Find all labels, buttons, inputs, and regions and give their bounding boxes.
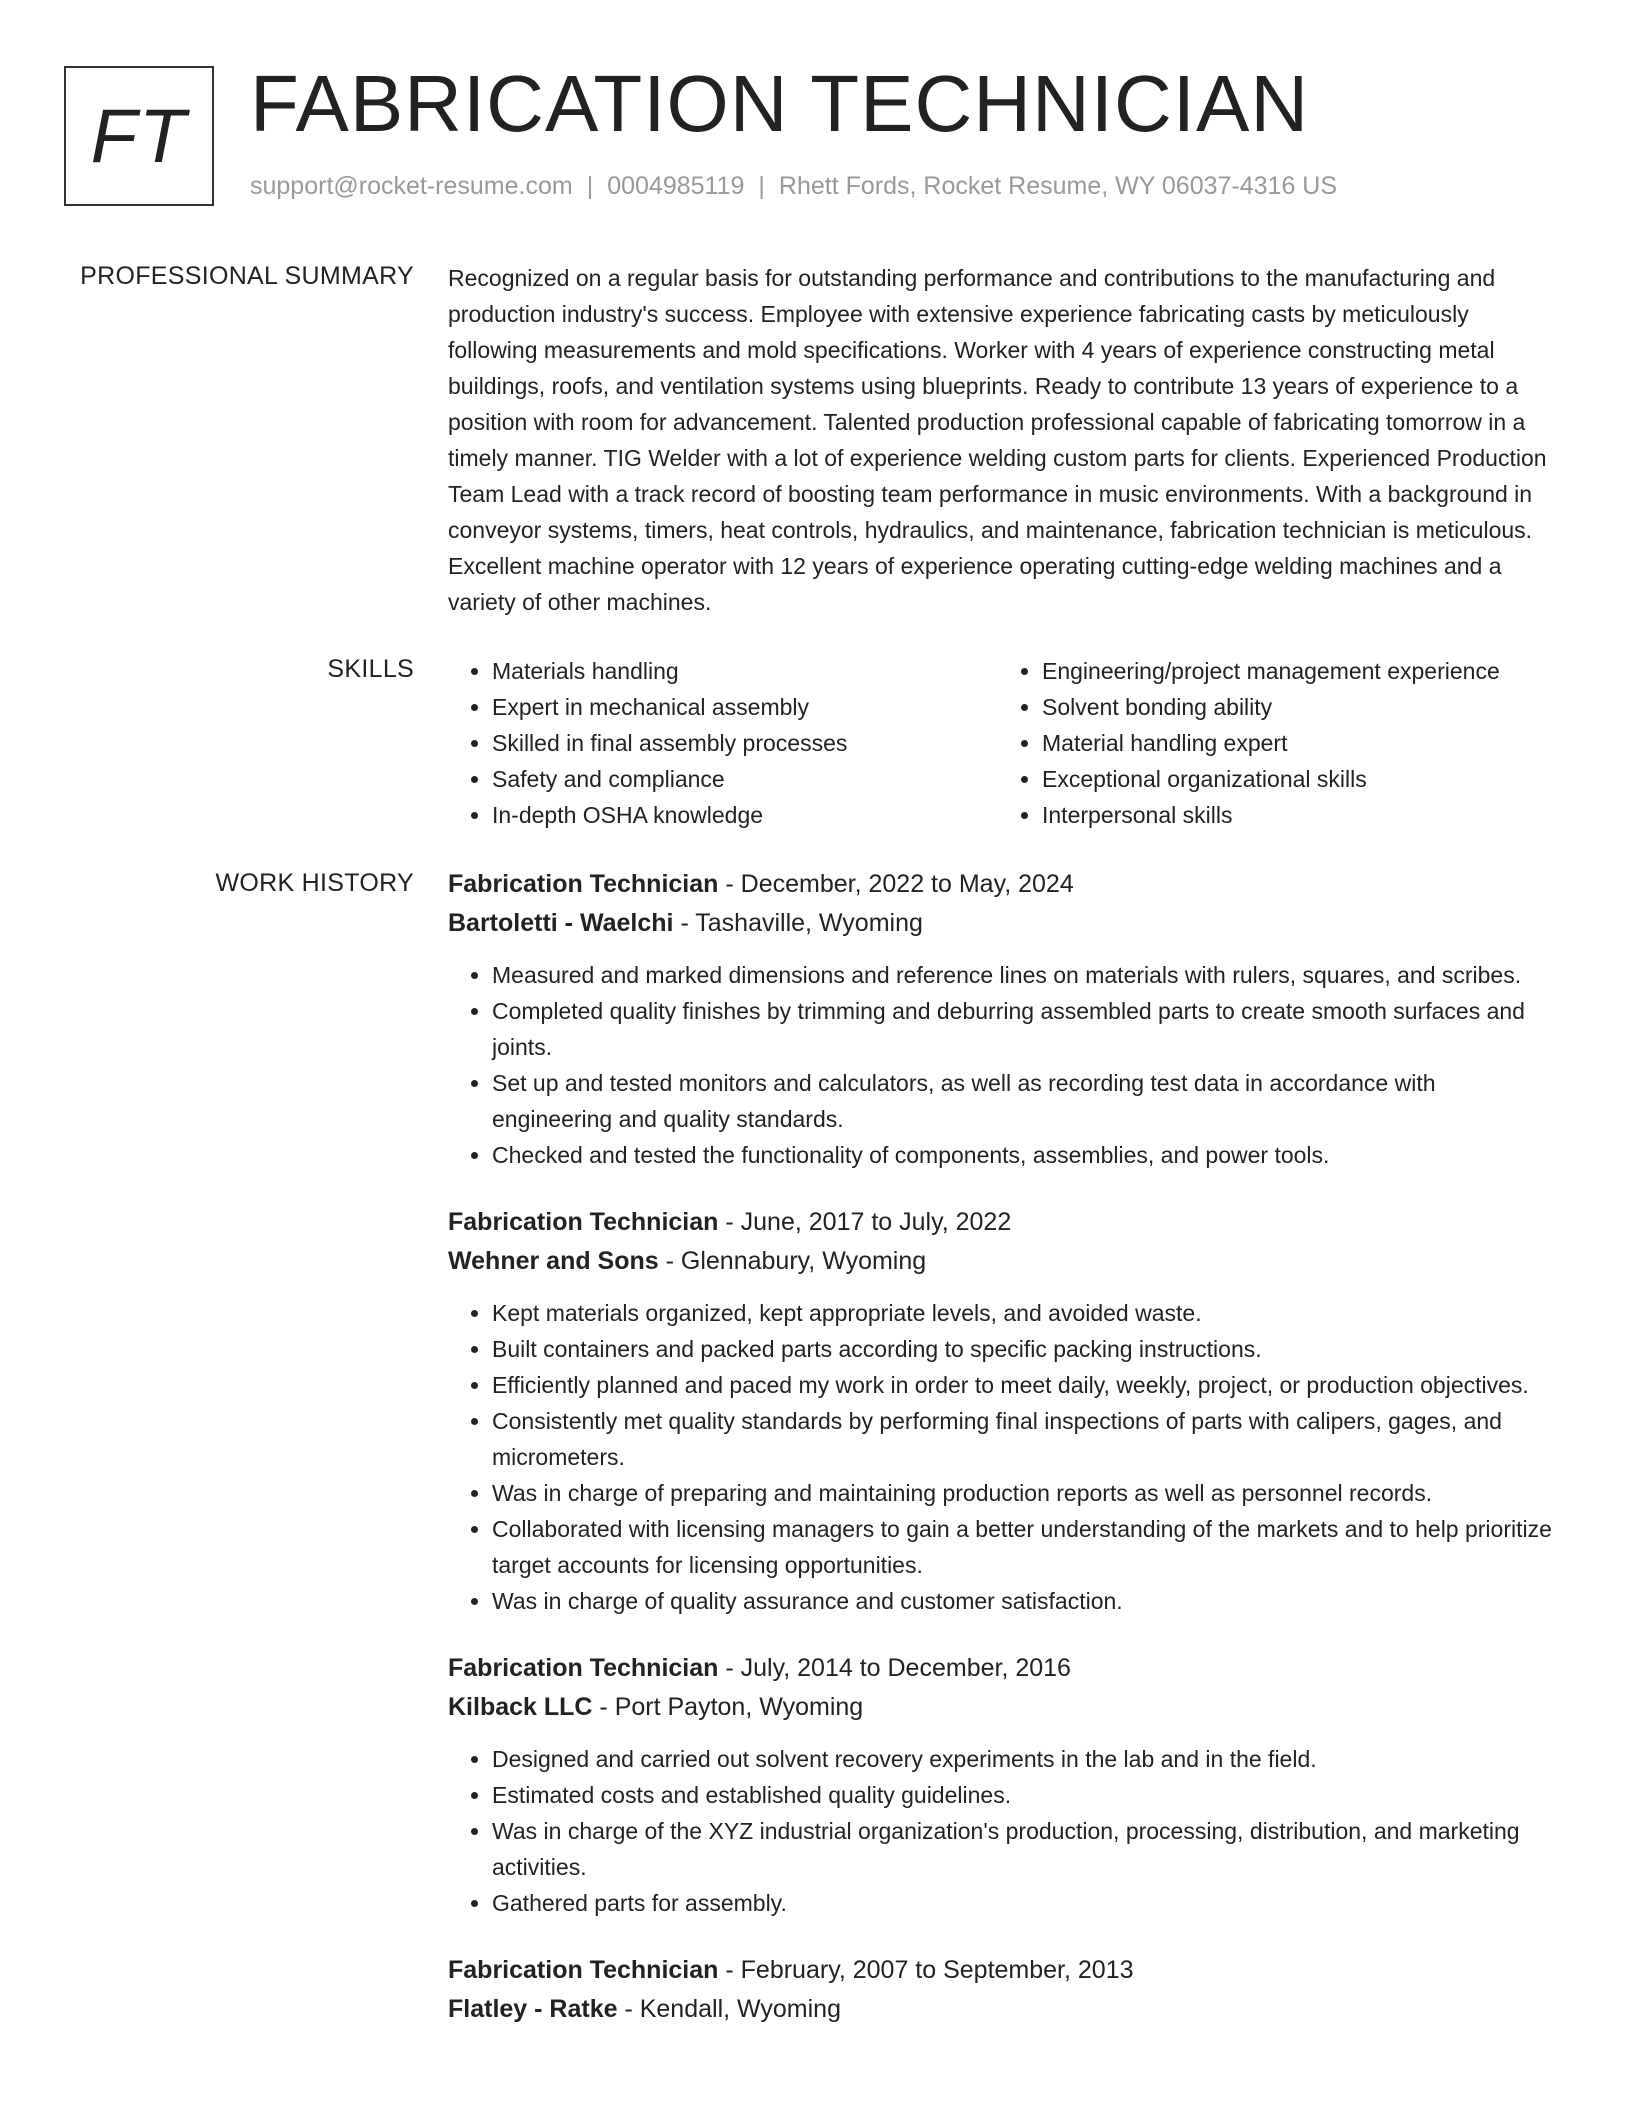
contact-address: Rhett Fords, Rocket Resume, WY 06037-4316 US bbox=[778, 172, 1338, 200]
job-company: Kilback LLC bbox=[448, 1693, 593, 1721]
job-entry bbox=[448, 1203, 1558, 1619]
summary-body bbox=[448, 260, 1558, 620]
job-bullet: • Was in charge of quality assurance and customer satisfaction. bbox=[492, 1583, 1558, 1619]
job-bullet: • Efficiently planned and paced my work in order to meet daily, weekly, project, or production objectives. bbox=[492, 1367, 1558, 1403]
job-dates: - July, 2014 to December, 2016 bbox=[718, 1654, 1071, 1682]
job-company-line bbox=[448, 1990, 1558, 2029]
skill-item: • In-depth OSHA knowledge bbox=[492, 797, 998, 833]
job-bullet: • Kept materials organized, kept appropriate levels, and avoided waste. bbox=[492, 1295, 1558, 1331]
job-bullet: • Collaborated with licensing managers to gain a better understanding of the markets and to help prioritize target accounts for licensing opportunities. bbox=[492, 1511, 1558, 1583]
job-location: - Glennabury, Wyoming bbox=[658, 1247, 927, 1275]
job-bullet: • Estimated costs and established quality guidelines. bbox=[492, 1777, 1558, 1813]
job-title-line bbox=[448, 1649, 1558, 1688]
skills-heading: SKILLS bbox=[327, 655, 414, 683]
job-bullets bbox=[448, 1295, 1558, 1619]
skill-item: • Solvent bonding ability bbox=[1042, 689, 1548, 725]
job-entry bbox=[448, 865, 1558, 1173]
job-company: Wehner and Sons bbox=[448, 1247, 659, 1275]
skill-item: • Expert in mechanical assembly bbox=[492, 689, 998, 725]
job-bullet: • Was in charge of preparing and maintaining production reports as well as personnel records. bbox=[492, 1475, 1558, 1511]
job-title-line bbox=[448, 1951, 1558, 1990]
job-bullets bbox=[448, 1741, 1558, 1921]
skills-list-left bbox=[448, 653, 998, 833]
job-bullet: • Designed and carried out solvent recovery experiments in the lab and in the field. bbox=[492, 1741, 1558, 1777]
job-company-line bbox=[448, 1688, 1558, 1727]
skill-item: • Engineering/project management experience bbox=[1042, 653, 1548, 689]
job-dates: - June, 2017 to July, 2022 bbox=[718, 1208, 1012, 1236]
job-bullet: • Checked and tested the functionality of components, assemblies, and power tools. bbox=[492, 1137, 1558, 1173]
job-company-line bbox=[448, 1242, 1558, 1281]
skill-item: • Material handling expert bbox=[1042, 725, 1548, 761]
job-location: - Port Payton, Wyoming bbox=[592, 1693, 864, 1721]
job-dates: - February, 2007 to September, 2013 bbox=[718, 1956, 1134, 1984]
job-location: - Tashaville, Wyoming bbox=[673, 909, 923, 937]
contact-email: support@rocket-resume.com bbox=[250, 172, 573, 200]
contact-separator: | bbox=[586, 172, 594, 200]
job-entry bbox=[448, 1649, 1558, 1921]
job-bullet: • Completed quality finishes by trimming and deburring assembled parts to create smooth surfaces and joints. bbox=[492, 993, 1558, 1065]
candidate-name: FABRICATION TECHNICIAN bbox=[250, 59, 1310, 148]
job-title: Fabrication Technician bbox=[448, 1956, 719, 1984]
job-dates: - December, 2022 to May, 2024 bbox=[718, 870, 1074, 898]
summary-heading: PROFESSIONAL SUMMARY bbox=[80, 262, 414, 290]
job-bullet: • Gathered parts for assembly. bbox=[492, 1885, 1558, 1921]
job-company: Bartoletti - Waelchi bbox=[448, 909, 674, 937]
job-entry bbox=[448, 1951, 1558, 2029]
job-title-line bbox=[448, 1203, 1558, 1242]
skills-body bbox=[448, 653, 1558, 833]
skill-item: • Skilled in final assembly processes bbox=[492, 725, 998, 761]
skills-columns bbox=[448, 653, 1558, 833]
work-history-body bbox=[448, 865, 1558, 2045]
job-bullet: • Set up and tested monitors and calculators, as well as recording test data in accordance with engineering and quality standards. bbox=[492, 1065, 1558, 1137]
skill-item: • Safety and compliance bbox=[492, 761, 998, 797]
job-bullet: • Measured and marked dimensions and reference lines on materials with rulers, squares, and scribes. bbox=[492, 957, 1558, 993]
monogram-box bbox=[64, 66, 214, 206]
job-bullets bbox=[448, 957, 1558, 1173]
contact-separator: | bbox=[758, 172, 765, 200]
job-bullet: • Consistently met quality standards by performing final inspections of parts with calipers, gages, and micrometers. bbox=[492, 1403, 1558, 1475]
skill-item: • Materials handling bbox=[492, 653, 998, 689]
monogram-initials: FT bbox=[90, 93, 188, 179]
job-bullet: • Built containers and packed parts according to specific packing instructions. bbox=[492, 1331, 1558, 1367]
job-company: Flatley - Ratke bbox=[448, 1995, 618, 2023]
job-company-line bbox=[448, 904, 1558, 943]
job-title-line bbox=[448, 865, 1558, 904]
work-history-heading: WORK HISTORY bbox=[215, 869, 414, 897]
skill-item: • Interpersonal skills bbox=[1042, 797, 1548, 833]
skills-list-right bbox=[998, 653, 1548, 833]
job-title: Fabrication Technician bbox=[448, 1208, 719, 1236]
job-location: - Kendall, Wyoming bbox=[617, 1995, 841, 2023]
job-bullet: • Was in charge of the XYZ industrial organization's production, processing, distribution, and marketing activities. bbox=[492, 1813, 1558, 1885]
summary-text: Recognized on a regular basis for outstanding performance and contributions to the manufacturing and production industry's success. Employee with extensive experience fabricating casts by meticulously following measurements and mold specifications. Worker with 4 years of experience constructing metal buildings, roofs, and ventilation systems using blueprints. Ready to contribute 13 years of experience to a position with room for advancement. Talented production professional capable of fabricating tomorrow in a timely manner. TIG Welder with a lot of experience welding custom parts for clients. Experienced Production Team Lead with a track record of boosting team performance in music environments. With a background in conveyor systems, timers, heat controls, hydraulics, and maintenance, fabrication technician is meticulous. Excellent machine operator with 12 years of experience operating cutting-edge welding machines and a variety of other machines. bbox=[448, 265, 1547, 615]
job-title: Fabrication Technician bbox=[448, 870, 719, 898]
contact-line bbox=[250, 172, 1337, 201]
contact-phone: 0004985119 bbox=[607, 172, 745, 200]
job-title: Fabrication Technician bbox=[448, 1654, 719, 1682]
skill-item: • Exceptional organizational skills bbox=[1042, 761, 1548, 797]
